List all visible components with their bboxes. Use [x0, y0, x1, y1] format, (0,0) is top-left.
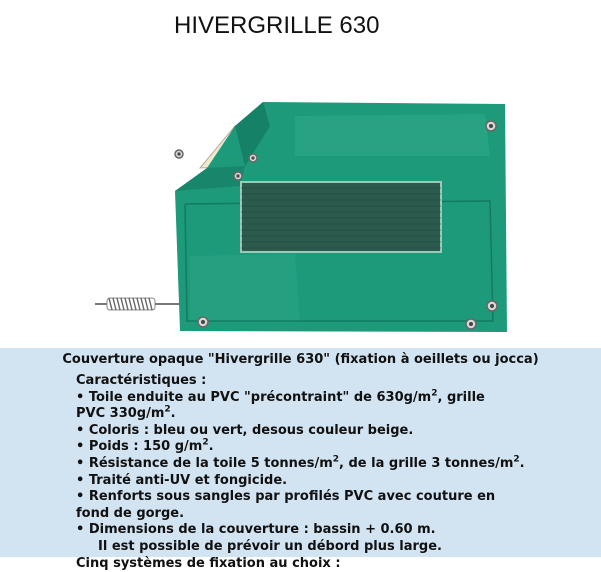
spring-icon	[95, 298, 192, 310]
product-description	[0, 348, 601, 571]
list-item: • Résistance de la toile 5 tonnes/$m^2$, de la grille 3 tonnes/$m^2$.	[76, 454, 525, 471]
characteristics-list	[76, 373, 525, 572]
list-item: • Toile enduite au PVC "précontraint" de $630g/m^2$, grille PVC $330g/m^2$.	[76, 388, 485, 422]
page-title: HIVERGRILLE 630	[174, 12, 380, 39]
section-title: Caractéristiques :	[76, 373, 207, 388]
dimension-note: Il est possible de prévoir un débord plus large.	[98, 538, 442, 554]
fixation-title: Cinq systèmes de fixation au choix :	[76, 555, 341, 571]
list-item: • Traité anti-UV et fongicide.	[76, 472, 288, 488]
list-item: • Poids : 150 $g/m^2$.	[76, 438, 214, 455]
description-heading: Couverture opaque "Hivergrille 630" (fixation à oeillets ou jocca)	[62, 352, 539, 367]
grille-window	[241, 182, 441, 252]
product-image	[95, 96, 515, 341]
list-item: • Coloris : bleu ou vert, desous couleur beige.	[76, 422, 414, 438]
list-item: • Dimensions de la couverture : bassin + 0.60 m.	[76, 522, 436, 538]
list-item: • Renforts sous sangles par profilés PVC avec couture en fond de gorge.	[76, 489, 496, 521]
